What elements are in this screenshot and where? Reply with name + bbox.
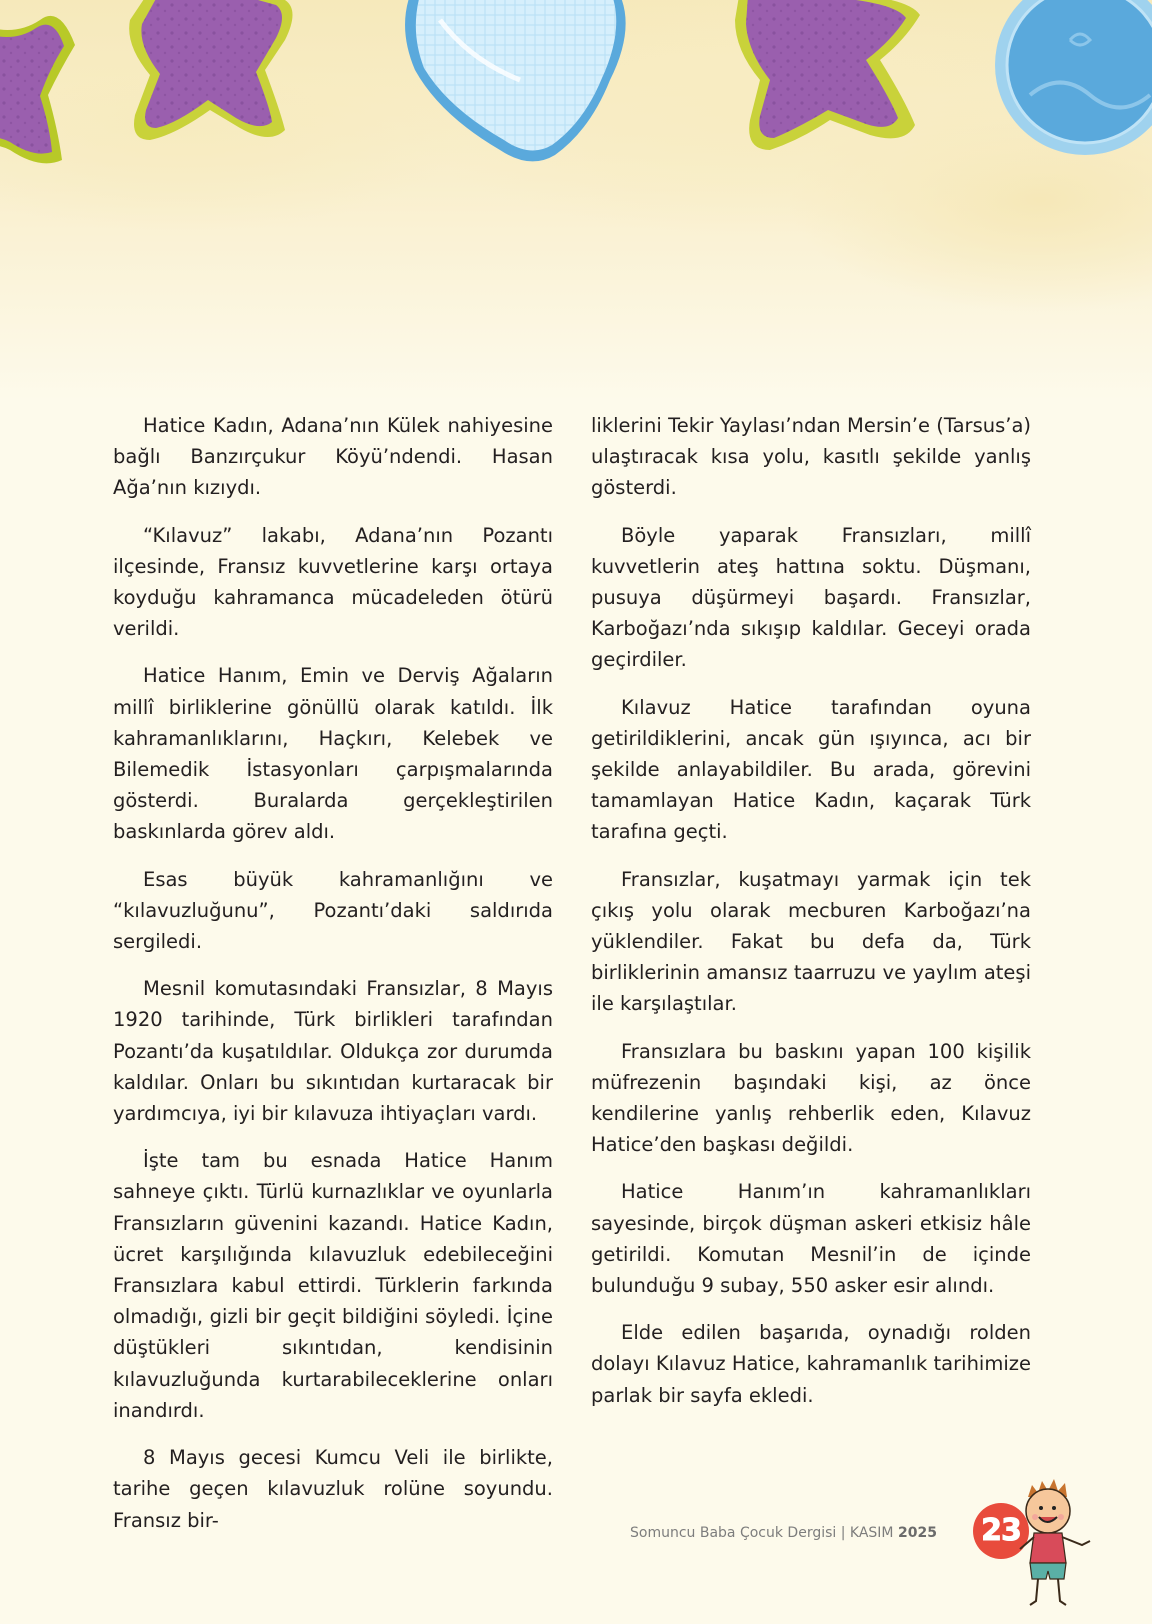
magazine-name: Somuncu Baba Çocuk Dergisi | KASIM [630, 1525, 894, 1541]
paragraph: Hatice Hanım, Emin ve Derviş Ağaların millî birliklerine gönüllü olarak katıldı. İlk kahramanlıklarını, Haçkırı, Kelebek ve Bilemedik İstasyonları çarpışmalarında gösterdi. Buralarda gerçekleştirilen baskınlarda görev aldı. [113, 664, 553, 844]
paragraph: 8 Mayıs gecesi Kumcu Veli ile birlikte, tarihe geçen kılavuzluk rolüne soyundu. Fransız bir- [113, 1446, 553, 1532]
paragraph: Kılavuz Hatice tarafından oyuna getirildiklerini, ancak gün ışıyınca, acı bir şekilde anlayabildiler. Bu arada, görevini tamamlayan Hatice Kadın, kaçarak Türk tarafına geçti. [591, 695, 1031, 844]
page-number: 23 [973, 1503, 1029, 1559]
water-bubble-icon [995, 0, 1152, 155]
starfish-icon [0, 16, 75, 163]
paragraph: Fransızlar, kuşatmayı yarmak için tek çıkış yolu olarak mecburen Karboğazı’na yüklendiler. Fakat bu defa da, Türk birliklerinin amansız taarruzu ve yaylım ateşi ile karşılaştılar. [591, 867, 1031, 1016]
paragraph: Esas büyük kahramanlığını ve “kılavuzluğunu”, Pozantı’daki saldırıda sergiledi. [113, 867, 553, 954]
starfish-icon [735, 0, 920, 150]
paragraph: Elde edilen başarıda, oynadığı rolden dolayı Kılavuz Hatice, kahramanlık tarihimize parlak bir sayfa ekledi. [591, 1321, 1031, 1407]
issue-year: 2025 [897, 1525, 937, 1541]
right-column [591, 410, 1031, 1552]
paragraph: Böyle yaparak Fransızları, millî kuvvetlerin ateş hattına soktu. Düşmanı, pusuya düşürmeyi başardı. Fransızlar, Karboğazı’nda sıkışıp kaldılar. Geceyi orada geçirdiler. [591, 523, 1031, 672]
paragraph: Mesnil komutasındaki Fransızlar, 8 Mayıs 1920 tarihinde, Türk birlikleri tarafından Pozantı’da kuşatıldılar. Oldukça zor durumda kaldılar. Onları bu sıkıntıdan kurtaracak bir yardımcıya, iyi bir kılavuza ihtiyaçları vardı. [113, 977, 553, 1126]
left-column [113, 410, 553, 1552]
paragraph: Hatice Hanım’ın kahramanlıkları sayesinde, birçok düşman askeri etkisiz hâle getirildi. Komutan Mesnil’in de içinde bulunduğu 9 subay, 550 asker esir alındı. [591, 1180, 1031, 1298]
article-body [113, 410, 1031, 1552]
water-pool-icon [405, 0, 626, 161]
paragraph: Hatice Kadın, Adana’nın Külek nahiyesine bağlı Banzırçukur Köyü’ndendi. Hasan Ağa’nın kızıydı. [113, 414, 553, 500]
top-decoration [0, 0, 1152, 180]
child-mascot-icon [1010, 1475, 1105, 1615]
starfish-icon [129, 0, 292, 140]
magazine-footer [630, 1525, 937, 1541]
paragraph: liklerini Tekir Yaylası’ndan Mersin’e (Tarsus’a) ulaştıracak kısa yolu, kasıtlı şekilde yanlış gösterdi. [591, 414, 1031, 500]
paragraph: Fransızlara bu baskını yapan 100 kişilik müfrezenin başındaki kişi, az önce kendilerine yanlış rehberlik eden, Kılavuz Hatice’den başkası değildi. [591, 1039, 1031, 1157]
paragraph: “Kılavuz” lakabı, Adana’nın Pozantı ilçesinde, Fransız kuvvetlerine karşı ortaya koyduğu kahramanca mücadeleden ötürü verildi. [113, 523, 553, 641]
paragraph: İşte tam bu esnada Hatice Hanım sahneye çıktı. Türlü kurnazlıklar ve oyunlarla Fransızların güvenini kazandı. Hatice Kadın, ücret karşılığında kılavuzluk edebileceğini Fransızlara kabul ettirdi. Türklerin farkında olmadığı, gizli bir geçit bildiğini söyledi. İçine düştükleri sıkıntıdan, kendisinin kılavuzluğunda kurtarabileceklerine onları inandırdı. [113, 1149, 553, 1422]
